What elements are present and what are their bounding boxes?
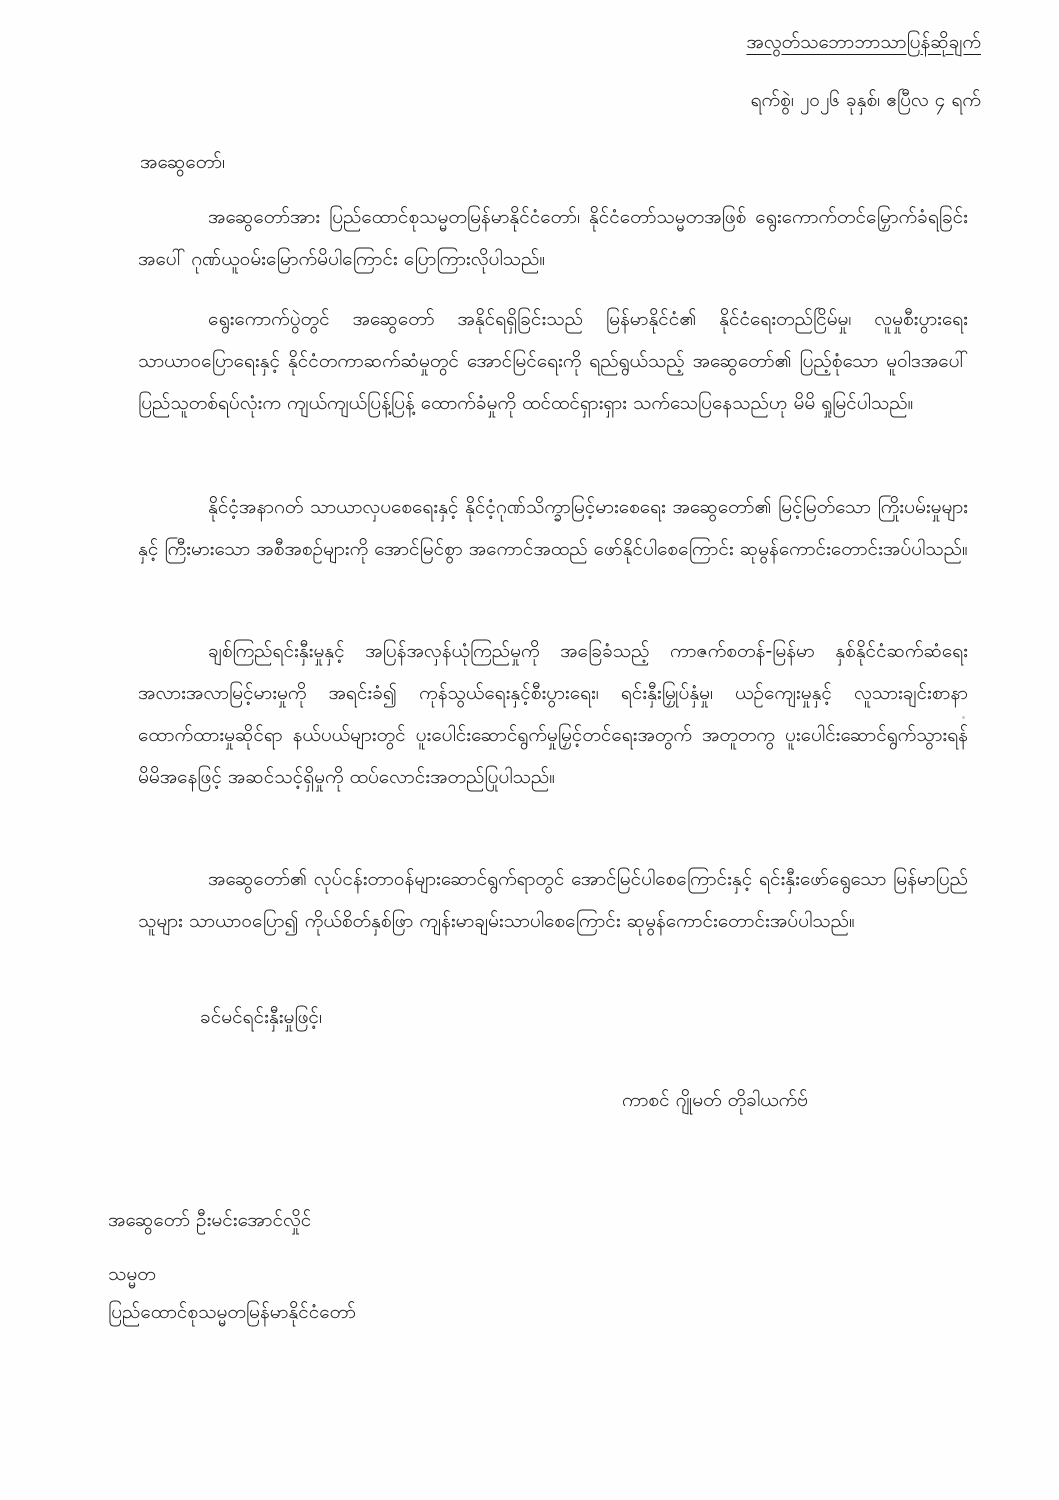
body-paragraph-1: အဆွေတော်အား ပြည်ထောင်စုသမ္မတမြန်မာနိုင်ငံတော်၊ နိုင်ငံတော်သမ္မတအဖြစ် ရွေးကောက်တင်မြှောက်ခံရခြင်းအပေါ် ဂုဏ်ယူဝမ်းမြောက်မိပါကြောင်း ပြောကြားလိုပါသည်။ xyxy=(138,206,968,270)
addressee-name: အဆွေတော် ဦးမင်းအောင်လှိုင် xyxy=(108,1209,312,1231)
salutation: အဆွေတော်၊ xyxy=(140,151,226,173)
body-paragraph-4: ချစ်ကြည်ရင်းနှီးမှုနှင့် အပြန်အလှန်ယုံကြည်မှုကို အခြေခံသည့် ကာဇက်စတန်-မြန်မာ နှစ်နိုင်ငံဆက်ဆံရေး အလားအလာမြင့်မားမှုကို အရင်းခံ၍ ကုန်သွယ်ရေးနှင့်စီးပွားရေး၊ ရင်းနှီးမြှုပ်နှံမှု၊ ယဉ်ကျေးမှုနှင့် လူသားချင်းစာနာထောက်ထားမှုဆိုင်ရာ နယ်ပယ်များတွင် ပူးပေါင်းဆောင်ရွက်မှုမြှင့်တင်ရေးအတွက် အတူတကွ ပူးပေါင်းဆောင်ရွက်သွားရန် မိမိအနေဖြင့် အဆင်သင့်ရှိမှုကို ထပ်လောင်းအတည်ပြုပါသည်။ xyxy=(138,640,968,788)
addressee-title: သမ္မတ xyxy=(108,1263,156,1285)
letter-date: ရက်စွဲ၊ ၂၀၂၆ ခုနှစ်၊ ဧပြီလ ၄ ရက် xyxy=(750,89,981,111)
signature-name: ကာစင် ဂျိုမတ် တိုခါယက်ဗ် xyxy=(622,1089,809,1111)
translation-header: အလွတ်သဘောဘာသာပြန်ဆိုချက် xyxy=(746,31,981,53)
addressee-country: ပြည်ထောင်စုသမ္မတမြန်မာနိုင်ငံတော် xyxy=(108,1301,356,1323)
closing-phrase: ခင်မင်ရင်းနှီးမှုဖြင့်၊ xyxy=(200,1006,322,1028)
scan-speck xyxy=(962,716,965,719)
body-paragraph-3: နိုင်ငံ့အနာဂတ် သာယာလှပစေရေးနှင့် နိုင်ငံ့ဂုဏ်သိက္ခာမြင့်မားစေရေး အဆွေတော်၏ မြင့်မြတ်သော ကြိုးပမ်းမှုများနှင့် ကြီးမားသော အစီအစဉ်များကို အောင်မြင်စွာ အကောင်အထည် ဖော်နိုင်ပါစေကြောင်း ဆုမွန်ကောင်းတောင်းအပ်ပါသည်။ xyxy=(138,496,968,560)
body-paragraph-5: အဆွေတော်၏ လုပ်ငန်းတာဝန်များဆောင်ရွက်ရာတွင် အောင်မြင်ပါစေကြောင်းနှင့် ရင်းနှီးဖော်ရွေသော မြန်မာပြည်သူများ သာယာဝပြော၍ ကိုယ်စိတ်နှစ်ဖြာ ကျန်းမာချမ်းသာပါစေကြောင်း ဆုမွန်ကောင်းတောင်းအပ်ပါသည်။ xyxy=(138,868,968,932)
body-paragraph-2: ရွေးကောက်ပွဲတွင် အဆွေတော် အနိုင်ရရှိခြင်းသည် မြန်မာနိုင်ငံ၏ နိုင်ငံရေးတည်ငြိမ်မှု၊ လူမှုစီးပွားရေး သာယာဝပြောရေးနှင့် နိုင်ငံတကာဆက်ဆံမှုတွင် အောင်မြင်ရေးကို ရည်ရွယ်သည့် အဆွေတော်၏ ပြည့်စုံသော မူဝါဒအပေါ် ပြည်သူတစ်ရပ်လုံးက ကျယ်ကျယ်ပြန့်ပြန့် ထောက်ခံမှုကို ထင်ထင်ရှားရှား သက်သေပြနေသည်ဟု မိမိ ရှုမြင်ပါသည်။ xyxy=(138,308,968,414)
